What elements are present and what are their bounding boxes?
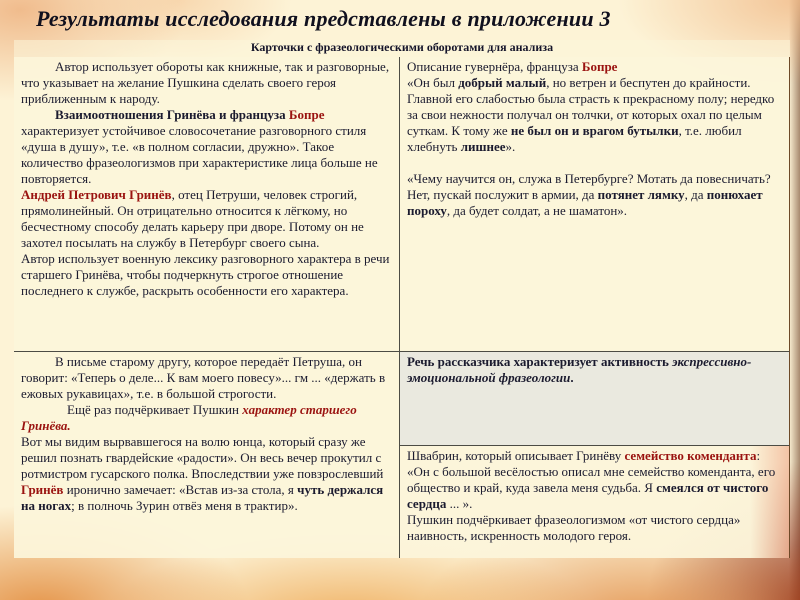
text-run: Гринёв <box>21 482 64 497</box>
analysis-table <box>14 40 790 558</box>
text-run: смеялся от чистого сердца <box>407 480 769 511</box>
text-run: . <box>570 370 574 385</box>
text-run: Автор использует военную лексику разговорного характера в речи старшего Гринёва, чтобы подчеркнуть строгое отношение последнего к службе, раскрыть особенности его характера. <box>21 251 390 298</box>
table-cell-right-top <box>400 57 790 352</box>
text-run: семейство коменданта <box>624 448 757 463</box>
text-run: «Чему научится он, служа в Петербурге? Мотать да повесничать? Нет, пускай послужит в армии, да <box>407 171 771 202</box>
paragraph <box>407 75 783 155</box>
text-run: иронично замечает: «Встав из-за стола, я <box>63 482 298 497</box>
paragraph <box>21 434 393 514</box>
text-run: , да <box>684 187 707 202</box>
paragraph <box>407 59 783 75</box>
paragraph <box>21 59 393 107</box>
text-run: ... ». <box>446 496 473 511</box>
text-run: Бопре <box>581 59 618 74</box>
text-run: ». <box>505 139 516 154</box>
table-header: Карточки с фразеологическими оборотами для анализа <box>14 40 790 57</box>
text-run: «Он был <box>407 75 459 90</box>
text-run: Взаимоотношения Гринёва и француза <box>55 107 289 122</box>
text-run: Бопре <box>288 107 325 122</box>
text-run: , но ветрен и беспутен до крайности. Главной его слабостью была страсть к прекрасному полу; нередко за свои нежности получал он толчки, от которых охал по целым суткам. К тому же <box>407 75 775 138</box>
text-run: экспрессивно-эмоциональной фразеологии <box>407 354 752 385</box>
text-run: Вот мы видим вырвавшегося на волю юнца, который сразу же решил познать гвардейские «радости». Он весь вечер прокутил с ротмистром гусарского полка. Впоследствии уже повзрослевший <box>21 434 384 481</box>
text-run: не был он и врагом бутылки <box>510 123 679 138</box>
text-run: Пушкин подчёркивает фразеологизмом «от чистого сердца» наивность, искренность молодого героя. <box>407 512 741 543</box>
text-run: потянет лямку <box>597 187 685 202</box>
text-run: Ещё раз подчёркивает Пушкин <box>67 402 243 417</box>
table-cell-left-bottom <box>14 352 400 558</box>
paragraph <box>407 512 783 544</box>
paragraph <box>407 448 783 512</box>
text-run: добрый малый <box>458 75 547 90</box>
text-run: , да будет солдат, а не шаматон». <box>446 203 628 218</box>
text-run: характеризует устойчивое словосочетание разговорного стиля «душа в душу», т.е. «в полном согласии, дружно». Такое количество фразеологизмов при характеристике лица больше не повторяется. <box>21 123 378 186</box>
text-run: лишнее <box>460 139 506 154</box>
table-cell-right-middle <box>400 352 790 446</box>
paragraph <box>407 171 783 219</box>
text-run: Андрей Петрович Гринёв <box>21 187 172 202</box>
paragraph <box>21 187 393 251</box>
text-run: понюхает пороху <box>407 187 763 218</box>
text-run: Автор использует обороты как книжные, так и разговорные, что указывает на желание Пушкина сделать своего героя приближенным к народу. <box>21 59 390 106</box>
text-run: ; в полночь Зурин отвёз меня в трактир». <box>71 498 298 513</box>
text-run: Речь рассказчика характеризует активность <box>407 354 673 369</box>
paragraph <box>21 354 393 402</box>
text-run: , т.е. любил хлебнуть <box>407 123 742 154</box>
text-run: характер старшего Гринёва. <box>21 402 357 433</box>
text-run: В письме старому другу, которое передаёт Петруша, он говорит: «Теперь о деле... К вам моего повесу»... гм ... «держать в ежовых рукавицах», т.е. в большой строгости. <box>21 354 386 401</box>
page-title: Результаты исследования представлены в приложении 3 <box>36 6 611 31</box>
table-cell-left-top <box>14 57 400 352</box>
paragraph <box>407 354 783 386</box>
paragraph <box>21 107 393 187</box>
table-cell-right-bottom <box>400 446 790 558</box>
text-run: Швабрин, который описывает Гринёву <box>407 448 625 463</box>
text-run: чуть держался на ногах <box>21 482 384 513</box>
text-run: Описание гувернёра, француза <box>407 59 582 74</box>
text-run: , отец Петруши, человек строгий, прямолинейный. Он отрицательно относится к лёгкому, но бесчестному способу делать карьеру при дворе. Потому он не захотел посылать на службу в Петербург своего сына. <box>21 187 364 250</box>
paragraph <box>21 402 393 434</box>
paragraph <box>21 251 393 299</box>
text-run: : «Он с большой весёлостью описал мне семейство коменданта, его общество и край, куда завела меня судьба. Я <box>407 448 776 495</box>
